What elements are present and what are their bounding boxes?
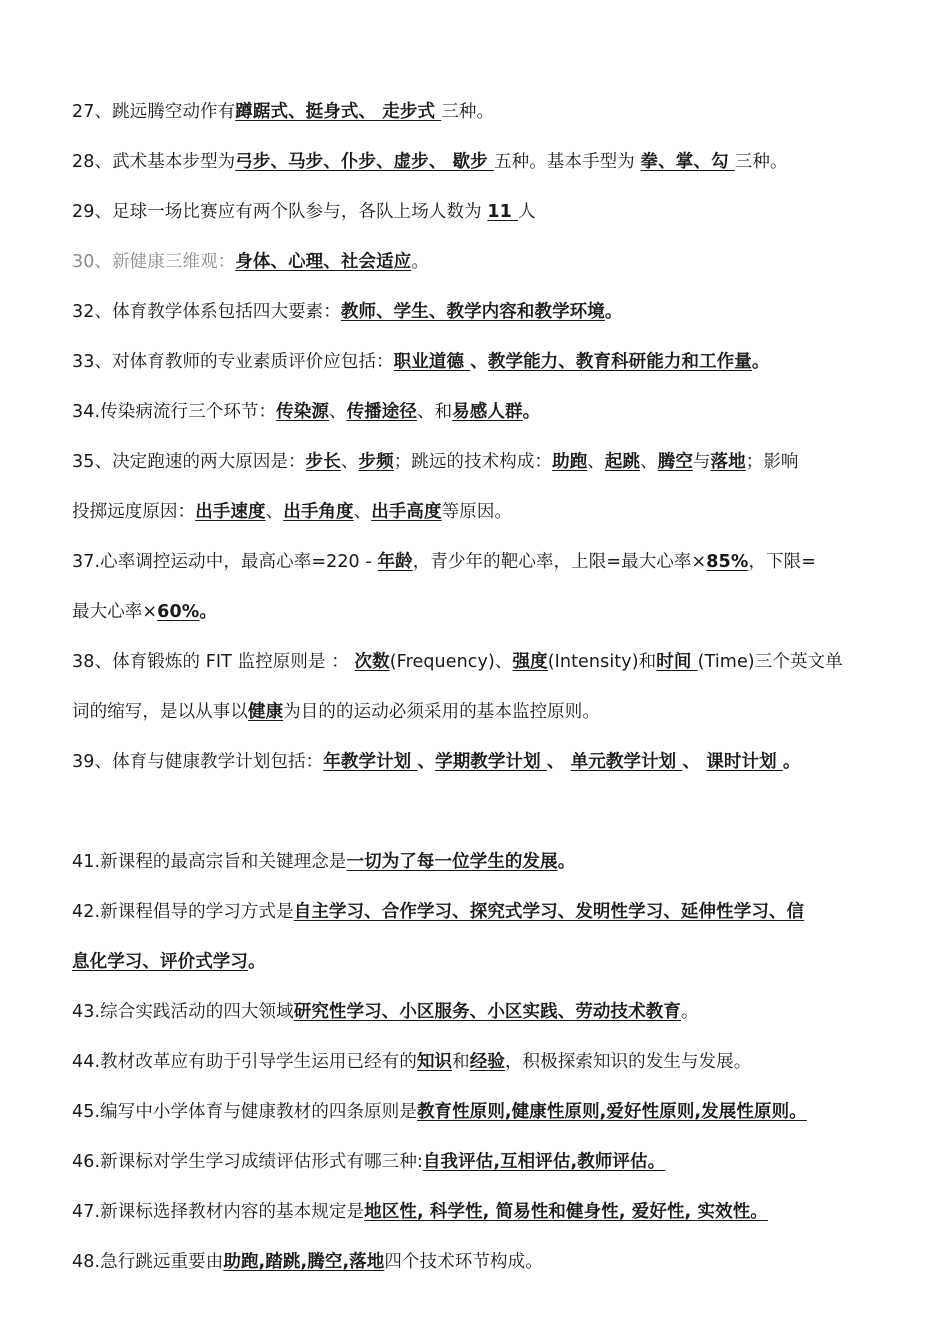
doc-line	[72, 92, 910, 132]
answer-text: 出手高度	[371, 502, 442, 522]
doc-line	[72, 1242, 910, 1282]
answer-text: 时间	[656, 652, 698, 672]
answer-text: 助跑	[552, 452, 588, 472]
answer-text: 自我评估,互相评估,教师评估。	[422, 1152, 666, 1172]
question-text: 、	[640, 452, 658, 472]
doc-line	[72, 342, 910, 382]
answer-text: 知识	[416, 1052, 453, 1072]
answer-text: 经验	[469, 1052, 505, 1072]
answer-text: 传播途径	[346, 402, 417, 422]
doc-line	[72, 1042, 910, 1082]
answer-text: 年龄	[377, 552, 413, 572]
answer-text: 教学能力、教育科研能力和工作量	[487, 352, 752, 372]
answer-text: 步频	[358, 452, 394, 472]
answer-text: 助跑,踏跳,腾空,落地	[223, 1252, 385, 1272]
answer-text: 教育性原则,健康性原则,爱好性原则,发展性原则。	[416, 1102, 807, 1122]
question-text: 47.新课标选择教材内容的基本规定是	[72, 1202, 365, 1222]
answer-text: 传染源	[276, 402, 329, 422]
question-text: 、	[353, 502, 372, 522]
doc-line	[72, 942, 910, 982]
question-text: 、	[340, 452, 359, 472]
question-text: 最大心率×	[72, 602, 158, 622]
question-text: 45.编写中小学体育与健康教材的四条原则是	[72, 1102, 417, 1122]
answer-text: 腾空	[657, 452, 693, 472]
question-text: 42.新课程倡导的学习方式是	[72, 902, 294, 922]
doc-line	[72, 642, 910, 682]
doc-line	[72, 992, 910, 1032]
question-text: 33、对体育教师的专业素质评价应包括：	[72, 352, 394, 372]
question-text: 。	[199, 602, 217, 622]
answer-text: 年教学计划	[323, 752, 418, 772]
question-text: 为目的的运动必须采用的基本监控原则。	[283, 702, 601, 722]
doc-line	[72, 392, 910, 432]
doc-line	[72, 692, 910, 732]
answer-text: 息化学习、评价式学习	[72, 952, 248, 972]
question-text: ，青少年的靶心率，上限=最大心率×	[412, 552, 707, 572]
question-text: 投掷远度原因：	[72, 502, 196, 522]
question-text: 、	[587, 452, 605, 472]
answer-text: 单元教学计划	[570, 752, 683, 772]
question-text: 37.心率调控运动中，最高心率=220 -	[72, 552, 378, 572]
answer-text: 出手速度	[195, 502, 266, 522]
doc-line	[72, 1142, 910, 1182]
question-text: 。	[248, 952, 266, 972]
question-text: 等原因。	[441, 502, 513, 522]
question-text: ，下限=	[748, 552, 817, 572]
question-text: 五种。基本手型为	[494, 152, 641, 172]
question-text: 。	[751, 352, 770, 372]
question-text: 、	[265, 502, 284, 522]
question-text: 、和	[416, 402, 453, 422]
answer-text: 学期教学计划	[435, 752, 547, 772]
answer-text: 弓步、马步、仆步、虚步、 歇步	[235, 152, 495, 172]
question-text: 35、决定跑速的两大原因是：	[72, 452, 306, 472]
question-text: 。	[604, 302, 623, 322]
answer-text: 课时计划	[706, 752, 783, 772]
doc-line	[72, 842, 910, 882]
question-text: 。	[411, 252, 429, 272]
answer-text: 一切为了每一位学生的发展	[346, 852, 558, 872]
doc-line	[72, 1192, 910, 1232]
question-text: 38、体育锻炼的 FIT 监控原则是 ：	[72, 652, 355, 672]
answer-text: 次数	[354, 652, 390, 672]
answer-text: 职业道德	[393, 352, 471, 372]
answer-text: 60%	[157, 602, 200, 622]
doc-line	[72, 592, 910, 632]
question-text: 。	[680, 1002, 699, 1022]
question-text: (Time)三个英文单	[697, 652, 843, 672]
question-text: 34.传染病流行三个环节：	[72, 402, 277, 422]
question-text: 和	[452, 1052, 470, 1072]
answer-text: 易感人群	[452, 402, 523, 422]
question-text: ；跳远的技术构成：	[393, 452, 553, 472]
question-text: 。	[522, 402, 541, 422]
question-text: 27、跳远腾空动作有	[72, 102, 236, 122]
doc-line	[72, 892, 910, 932]
question-text: ，积极探索知识的发生与发展。	[504, 1052, 752, 1072]
question-text: 30、新健康三维观：	[72, 252, 236, 272]
answer-text: 出手角度	[283, 502, 354, 522]
question-text: 、	[328, 402, 347, 422]
answer-text: 身体、心理、社会适应	[235, 252, 412, 272]
answer-text: 起跳	[604, 452, 641, 472]
question-text: 、	[417, 752, 436, 772]
question-text: 48.急行跳远重要由	[72, 1252, 224, 1272]
doc-line	[72, 542, 910, 582]
answer-text: 教师、学生、教学内容和教学环境	[340, 302, 605, 322]
question-text: ；影响	[745, 452, 799, 472]
question-text: 三种。	[734, 152, 788, 172]
doc-line	[72, 492, 910, 532]
question-text: 。	[557, 852, 576, 872]
question-text: 。	[782, 752, 801, 772]
question-text: 、	[546, 752, 571, 772]
question-text: 三种。	[441, 102, 495, 122]
answer-text: 拳、掌、勾	[640, 152, 735, 172]
question-text: 32、体育教学体系包括四大要素：	[72, 302, 341, 322]
question-text: 39、体育与健康教学计划包括：	[72, 752, 324, 772]
question-text: 28、武术基本步型为	[72, 152, 236, 172]
answer-text: 研究性学习、小区服务、小区实践、劳动技术教育	[293, 1002, 681, 1022]
question-text: 、	[682, 752, 707, 772]
answer-text: 自主学习、合作学习、探究式学习、发明性学习、延伸性学习、信	[293, 902, 805, 922]
question-text: 四个技术环节构成。	[384, 1252, 543, 1272]
question-text: (Intensity)和	[547, 652, 657, 672]
answer-text: 地区性, 科学性, 简易性和健身性, 爱好性, 实效性。	[364, 1202, 768, 1222]
question-text: 41.新课程的最高宗旨和关键理念是	[72, 852, 347, 872]
question-text: 人	[518, 202, 536, 222]
answer-text: 健康	[248, 702, 284, 722]
doc-line	[72, 1092, 910, 1132]
question-text: 29、足球一场比赛应有两个队参与，各队上场人数为	[72, 202, 488, 222]
question-text: 词的缩写，是以从事以	[72, 702, 248, 722]
question-text: 44.教材改革应有助于引导学生运用已经有的	[72, 1052, 417, 1072]
answer-text: 落地	[710, 452, 746, 472]
doc-line	[72, 242, 910, 282]
question-text: (Frequency)、	[389, 652, 513, 672]
question-text: 、	[470, 352, 488, 372]
doc-line	[72, 192, 910, 232]
answer-text: 蹲踞式、挺身式、 走步式	[235, 102, 442, 122]
question-text: 46.新课标对学生学习成绩评估形式有哪三种:	[72, 1152, 423, 1172]
doc-line	[72, 442, 910, 482]
answer-text: 步长	[305, 452, 341, 472]
question-text: 与	[692, 452, 711, 472]
doc-line	[72, 292, 910, 332]
doc-line	[72, 142, 910, 182]
answer-text: 85%	[706, 552, 749, 572]
answer-text: 11	[487, 202, 519, 222]
question-text: 43.综合实践活动的四大领域	[72, 1002, 294, 1022]
doc-line	[72, 742, 910, 782]
answer-text: 强度	[512, 652, 548, 672]
